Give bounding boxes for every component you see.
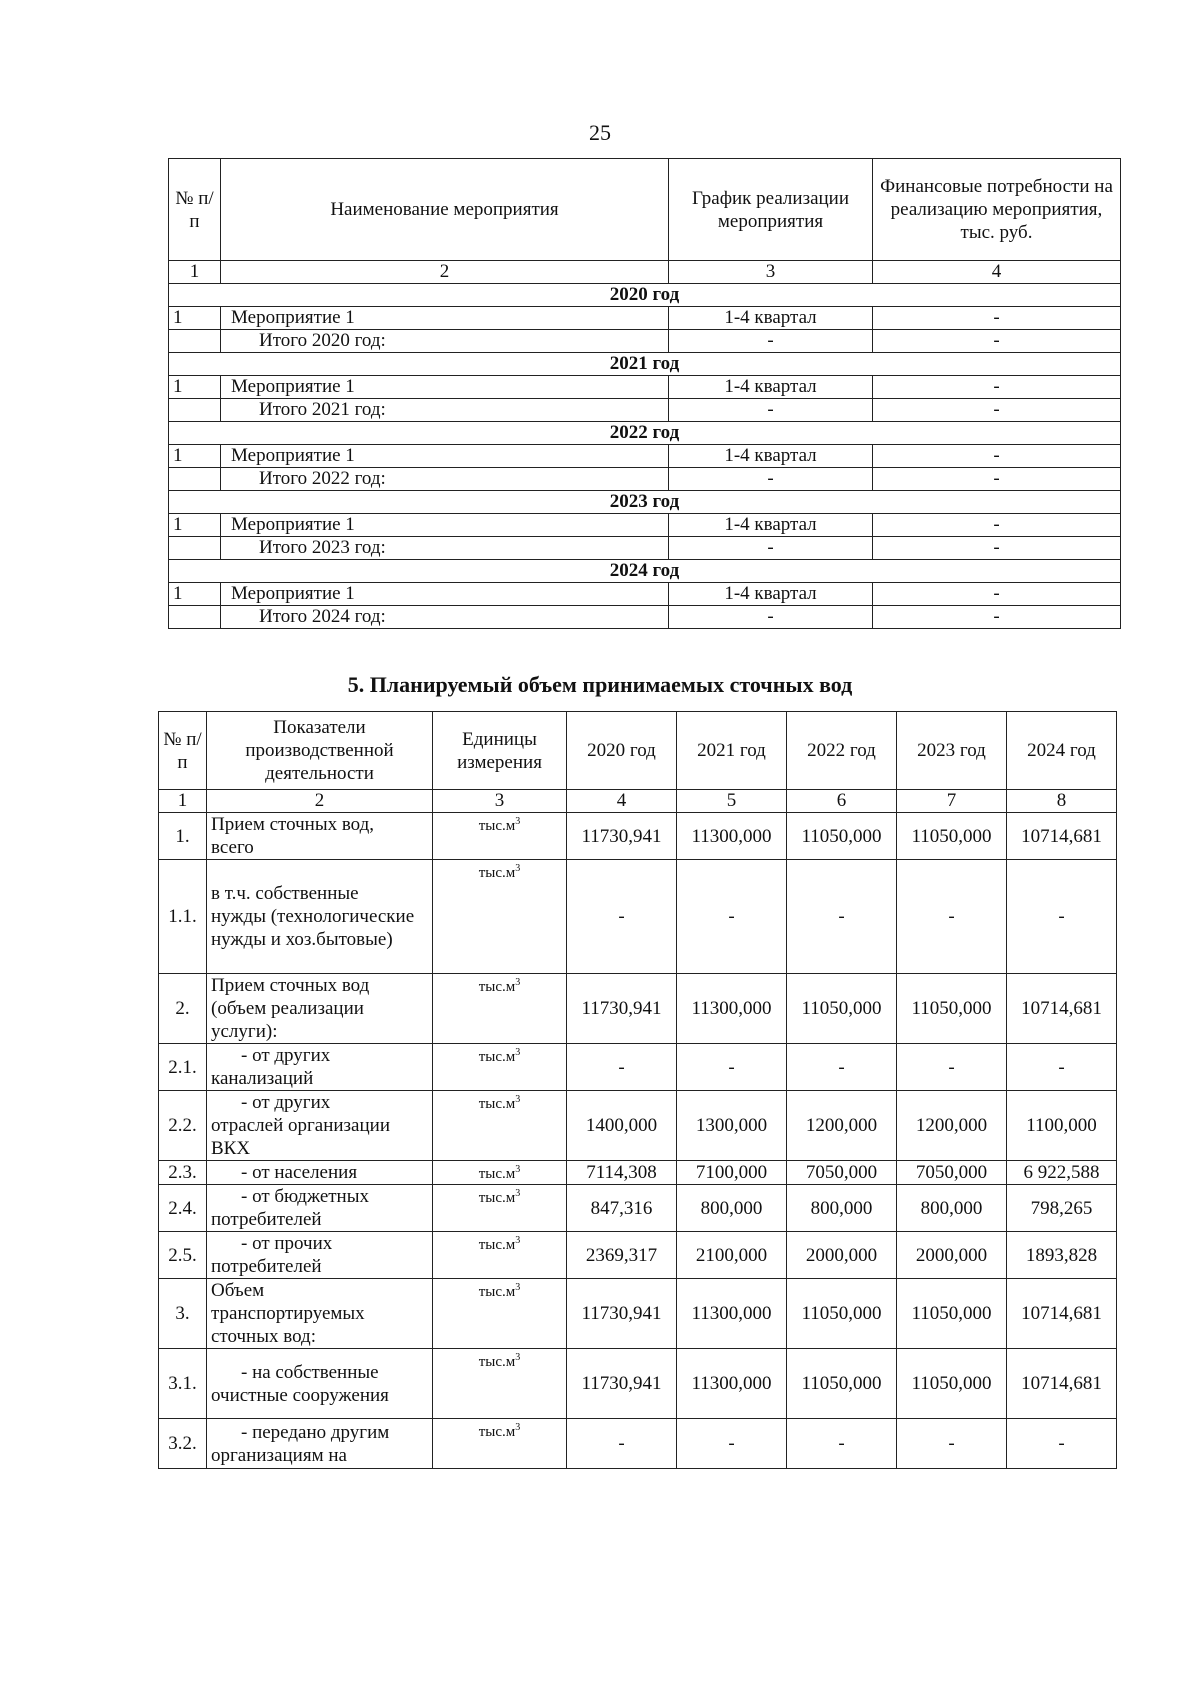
row-num: 3.2. [159, 1419, 207, 1469]
table-row [159, 1185, 1117, 1232]
table-row [159, 1279, 1117, 1349]
table-row [159, 974, 1117, 1044]
value-cell: - [897, 1044, 1007, 1091]
table-row [159, 1161, 1117, 1185]
unit-cell [433, 860, 567, 974]
table-row [169, 583, 1121, 606]
value-cell: 11730,941 [567, 1279, 677, 1349]
row-num: 1 [169, 445, 221, 468]
header-year: 2021 год [677, 712, 787, 790]
unit-cell [433, 1091, 567, 1161]
unit-superscript: 3 [515, 1352, 521, 1363]
header-year: 2022 год [787, 712, 897, 790]
row-num: 1. [159, 813, 207, 860]
value-cell: 7050,000 [897, 1161, 1007, 1185]
value-cell: - [1007, 1419, 1117, 1469]
year-row [169, 491, 1121, 514]
value-cell: 10714,681 [1007, 813, 1117, 860]
unit-base: тыс.м [478, 1166, 516, 1182]
indicator-rest: (объем реализации услуги): [211, 998, 364, 1042]
event-name: Мероприятие 1 [221, 445, 669, 468]
index-cell: 1 [159, 790, 207, 813]
unit-base: тыс.м [478, 1354, 516, 1370]
value-cell: 11050,000 [897, 974, 1007, 1044]
value-cell: 7114,308 [567, 1161, 677, 1185]
indicator-lead: в т.ч. собственные [211, 883, 359, 904]
unit-base: тыс.м [478, 1096, 516, 1112]
total-row [169, 330, 1121, 353]
row-num: 2.3. [159, 1161, 207, 1185]
year-row [169, 422, 1121, 445]
row-num: 1 [169, 307, 221, 330]
value-cell: 11730,941 [567, 813, 677, 860]
unit-base: тыс.м [478, 818, 516, 834]
unit-superscript: 3 [515, 1164, 521, 1175]
total-row [169, 399, 1121, 422]
year-heading: 2020 год [169, 284, 1121, 307]
total-label: Итого 2023 год: [221, 537, 669, 560]
total-row [169, 468, 1121, 491]
value-cell: 2000,000 [787, 1232, 897, 1279]
value-cell: 11300,000 [677, 974, 787, 1044]
value-cell: 1100,000 [1007, 1091, 1117, 1161]
index-cell: 8 [1007, 790, 1117, 813]
column-index-row [169, 261, 1121, 284]
table-row [169, 514, 1121, 537]
row-num: 1 [169, 514, 221, 537]
indicator-rest: отраслей организации ВКХ [211, 1115, 390, 1159]
unit-cell [433, 974, 567, 1044]
unit-base: тыс.м [478, 1284, 516, 1300]
value-cell: 2000,000 [897, 1232, 1007, 1279]
row-num: 2.5. [159, 1232, 207, 1279]
unit-superscript: 3 [515, 816, 521, 827]
year-heading: 2022 год [169, 422, 1121, 445]
event-finance: - [873, 307, 1121, 330]
total-label: Итого 2022 год: [221, 468, 669, 491]
indicator-lead: Прием сточных вод, [211, 814, 375, 835]
event-finance: - [873, 445, 1121, 468]
unit-cell [433, 1349, 567, 1419]
total-label: Итого 2021 год: [221, 399, 669, 422]
value-cell: 7050,000 [787, 1161, 897, 1185]
table-row [159, 1044, 1117, 1091]
indicator-cell [207, 1044, 433, 1091]
index-cell: 1 [169, 261, 221, 284]
row-num: 2.4. [159, 1185, 207, 1232]
unit-base: тыс.м [478, 1190, 516, 1206]
header-num: № п/п [159, 712, 207, 790]
total-finance: - [873, 537, 1121, 560]
row-num: 3. [159, 1279, 207, 1349]
value-cell: - [897, 860, 1007, 974]
value-cell: 1400,000 [567, 1091, 677, 1161]
total-label: Итого 2020 год: [221, 330, 669, 353]
unit-cell [433, 1419, 567, 1469]
value-cell: 1200,000 [787, 1091, 897, 1161]
value-cell: 11050,000 [897, 1279, 1007, 1349]
event-name: Мероприятие 1 [221, 583, 669, 606]
empty-cell [169, 399, 221, 422]
indicator-rest: очистные сооружения [211, 1384, 389, 1406]
value-cell: 11050,000 [897, 813, 1007, 860]
indicator-lead: - от прочих [241, 1233, 333, 1254]
unit-base: тыс.м [478, 1237, 516, 1253]
empty-cell [169, 537, 221, 560]
event-schedule: 1-4 квартал [669, 583, 873, 606]
unit-cell [433, 1161, 567, 1185]
table-row [169, 307, 1121, 330]
value-cell: 1300,000 [677, 1091, 787, 1161]
indicator-rest: нужды (технологические нужды и хоз.бытовые) [211, 906, 415, 950]
table-row [159, 1419, 1117, 1469]
total-finance: - [873, 606, 1121, 629]
value-cell: - [1007, 860, 1117, 974]
empty-cell [169, 468, 221, 491]
indicator-rest: потребителей [211, 1209, 322, 1230]
value-cell: 11050,000 [897, 1349, 1007, 1419]
total-schedule: - [669, 606, 873, 629]
value-cell: - [787, 860, 897, 974]
indicator-rest: потребителей [211, 1256, 322, 1277]
value-cell: 10714,681 [1007, 1279, 1117, 1349]
event-finance: - [873, 514, 1121, 537]
value-cell: - [677, 860, 787, 974]
header-finance: Финансовые потребности на реализацию мероприятия, тыс. руб. [873, 159, 1121, 261]
row-num: 3.1. [159, 1349, 207, 1419]
table-row [159, 1091, 1117, 1161]
event-finance: - [873, 583, 1121, 606]
indicator-cell [207, 1419, 433, 1469]
value-cell: 11050,000 [787, 1349, 897, 1419]
value-cell: - [787, 1044, 897, 1091]
event-schedule: 1-4 квартал [669, 445, 873, 468]
value-cell: - [677, 1419, 787, 1469]
empty-cell [169, 330, 221, 353]
column-index-row [159, 790, 1117, 813]
unit-base: тыс.м [478, 1424, 516, 1440]
year-row [169, 284, 1121, 307]
row-num: 1 [169, 376, 221, 399]
section-title: 5. Планируемый объем принимаемых сточных вод [347, 672, 853, 697]
value-cell: 10714,681 [1007, 1349, 1117, 1419]
header-schedule: График реализации мероприятия [669, 159, 873, 261]
value-cell: 847,316 [567, 1185, 677, 1232]
indicator-cell [207, 860, 433, 974]
table-row [159, 813, 1117, 860]
value-cell: 11050,000 [787, 1279, 897, 1349]
unit-cell [433, 813, 567, 860]
unit-cell [433, 1044, 567, 1091]
unit-superscript: 3 [515, 977, 521, 988]
indicator-cell [207, 1349, 433, 1419]
indicator-lead: - от бюджетных [241, 1186, 369, 1207]
wastewater-volume-table [158, 711, 1117, 1469]
total-finance: - [873, 399, 1121, 422]
total-row [169, 537, 1121, 560]
event-schedule: 1-4 квартал [669, 376, 873, 399]
value-cell: - [567, 1044, 677, 1091]
index-cell: 7 [897, 790, 1007, 813]
indicator-lead: - на собственные [241, 1361, 379, 1383]
year-heading: 2024 год [169, 560, 1121, 583]
value-cell: 11300,000 [677, 1349, 787, 1419]
total-schedule: - [669, 537, 873, 560]
value-cell: 11300,000 [677, 1279, 787, 1349]
event-name: Мероприятие 1 [221, 307, 669, 330]
header-year: 2020 год [567, 712, 677, 790]
year-heading: 2023 год [169, 491, 1121, 514]
value-cell: 10714,681 [1007, 974, 1117, 1044]
index-cell: 4 [567, 790, 677, 813]
indicator-rest: транспортируемых сточных вод: [211, 1303, 365, 1347]
value-cell: - [787, 1419, 897, 1469]
index-cell: 2 [207, 790, 433, 813]
table-row [159, 1349, 1117, 1419]
year-heading: 2021 год [169, 353, 1121, 376]
indicator-cell [207, 1161, 433, 1185]
indicator-rest: всего [211, 837, 254, 858]
table-row [159, 860, 1117, 974]
value-cell: 11050,000 [787, 813, 897, 860]
value-cell: 11300,000 [677, 813, 787, 860]
value-cell: - [567, 1419, 677, 1469]
page-number: 25 [589, 120, 611, 145]
indicator-lead: Объем [211, 1280, 265, 1301]
year-row [169, 560, 1121, 583]
header-year: 2023 год [897, 712, 1007, 790]
total-label: Итого 2024 год: [221, 606, 669, 629]
event-name: Мероприятие 1 [221, 514, 669, 537]
index-cell: 2 [221, 261, 669, 284]
event-schedule: 1-4 квартал [669, 307, 873, 330]
indicator-cell [207, 1091, 433, 1161]
total-schedule: - [669, 330, 873, 353]
value-cell: - [567, 860, 677, 974]
unit-cell [433, 1185, 567, 1232]
index-cell: 3 [669, 261, 873, 284]
unit-cell [433, 1279, 567, 1349]
unit-cell [433, 1232, 567, 1279]
row-num: 1 [169, 583, 221, 606]
event-name: Мероприятие 1 [221, 376, 669, 399]
unit-superscript: 3 [515, 1422, 521, 1433]
index-cell: 5 [677, 790, 787, 813]
table-row [169, 445, 1121, 468]
unit-base: тыс.м [478, 1049, 516, 1065]
value-cell: 7100,000 [677, 1161, 787, 1185]
unit-superscript: 3 [515, 863, 521, 874]
indicator-cell [207, 1279, 433, 1349]
header-num: № п/п [169, 159, 221, 261]
empty-cell [169, 606, 221, 629]
unit-superscript: 3 [515, 1188, 521, 1199]
indicator-cell [207, 1232, 433, 1279]
table-header-row [159, 712, 1117, 790]
value-cell: 6 922,588 [1007, 1161, 1117, 1185]
table-row [159, 1232, 1117, 1279]
value-cell: 800,000 [677, 1185, 787, 1232]
indicator-lead: - передано другим [241, 1421, 390, 1443]
total-schedule: - [669, 399, 873, 422]
value-cell: 11050,000 [787, 974, 897, 1044]
value-cell: 1200,000 [897, 1091, 1007, 1161]
row-num: 2.2. [159, 1091, 207, 1161]
row-num: 2.1. [159, 1044, 207, 1091]
row-num: 1.1. [159, 860, 207, 974]
total-finance: - [873, 330, 1121, 353]
total-row [169, 606, 1121, 629]
header-name: Наименование мероприятия [221, 159, 669, 261]
value-cell: - [677, 1044, 787, 1091]
table-row [169, 376, 1121, 399]
unit-superscript: 3 [515, 1235, 521, 1246]
value-cell: 2369,317 [567, 1232, 677, 1279]
indicator-lead: - от населения [241, 1162, 358, 1183]
indicator-cell [207, 974, 433, 1044]
value-cell: - [897, 1419, 1007, 1469]
indicator-lead: - от других [241, 1092, 331, 1113]
indicator-rest: организациям на [211, 1444, 347, 1466]
unit-superscript: 3 [515, 1047, 521, 1058]
table-header-row [169, 159, 1121, 261]
value-cell: - [1007, 1044, 1117, 1091]
header-unit: Единицы измерения [433, 712, 567, 790]
index-cell: 6 [787, 790, 897, 813]
indicator-cell [207, 813, 433, 860]
value-cell: 800,000 [897, 1185, 1007, 1232]
unit-superscript: 3 [515, 1094, 521, 1105]
indicator-lead: Прием сточных вод [211, 975, 370, 996]
indicator-rest: канализаций [211, 1068, 314, 1089]
event-finance: - [873, 376, 1121, 399]
unit-superscript: 3 [515, 1282, 521, 1293]
value-cell: 11730,941 [567, 1349, 677, 1419]
activities-table [168, 158, 1121, 629]
header-indicator: Показатели производственной деятельности [207, 712, 433, 790]
indicator-cell [207, 1185, 433, 1232]
index-cell: 3 [433, 790, 567, 813]
total-schedule: - [669, 468, 873, 491]
value-cell: 11730,941 [567, 974, 677, 1044]
value-cell: 1893,828 [1007, 1232, 1117, 1279]
value-cell: 2100,000 [677, 1232, 787, 1279]
unit-base: тыс.м [478, 979, 516, 995]
row-num: 2. [159, 974, 207, 1044]
total-finance: - [873, 468, 1121, 491]
unit-base: тыс.м [478, 865, 516, 881]
indicator-lead: - от других [241, 1045, 331, 1066]
header-year: 2024 год [1007, 712, 1117, 790]
year-row [169, 353, 1121, 376]
index-cell: 4 [873, 261, 1121, 284]
value-cell: 800,000 [787, 1185, 897, 1232]
value-cell: 798,265 [1007, 1185, 1117, 1232]
event-schedule: 1-4 квартал [669, 514, 873, 537]
